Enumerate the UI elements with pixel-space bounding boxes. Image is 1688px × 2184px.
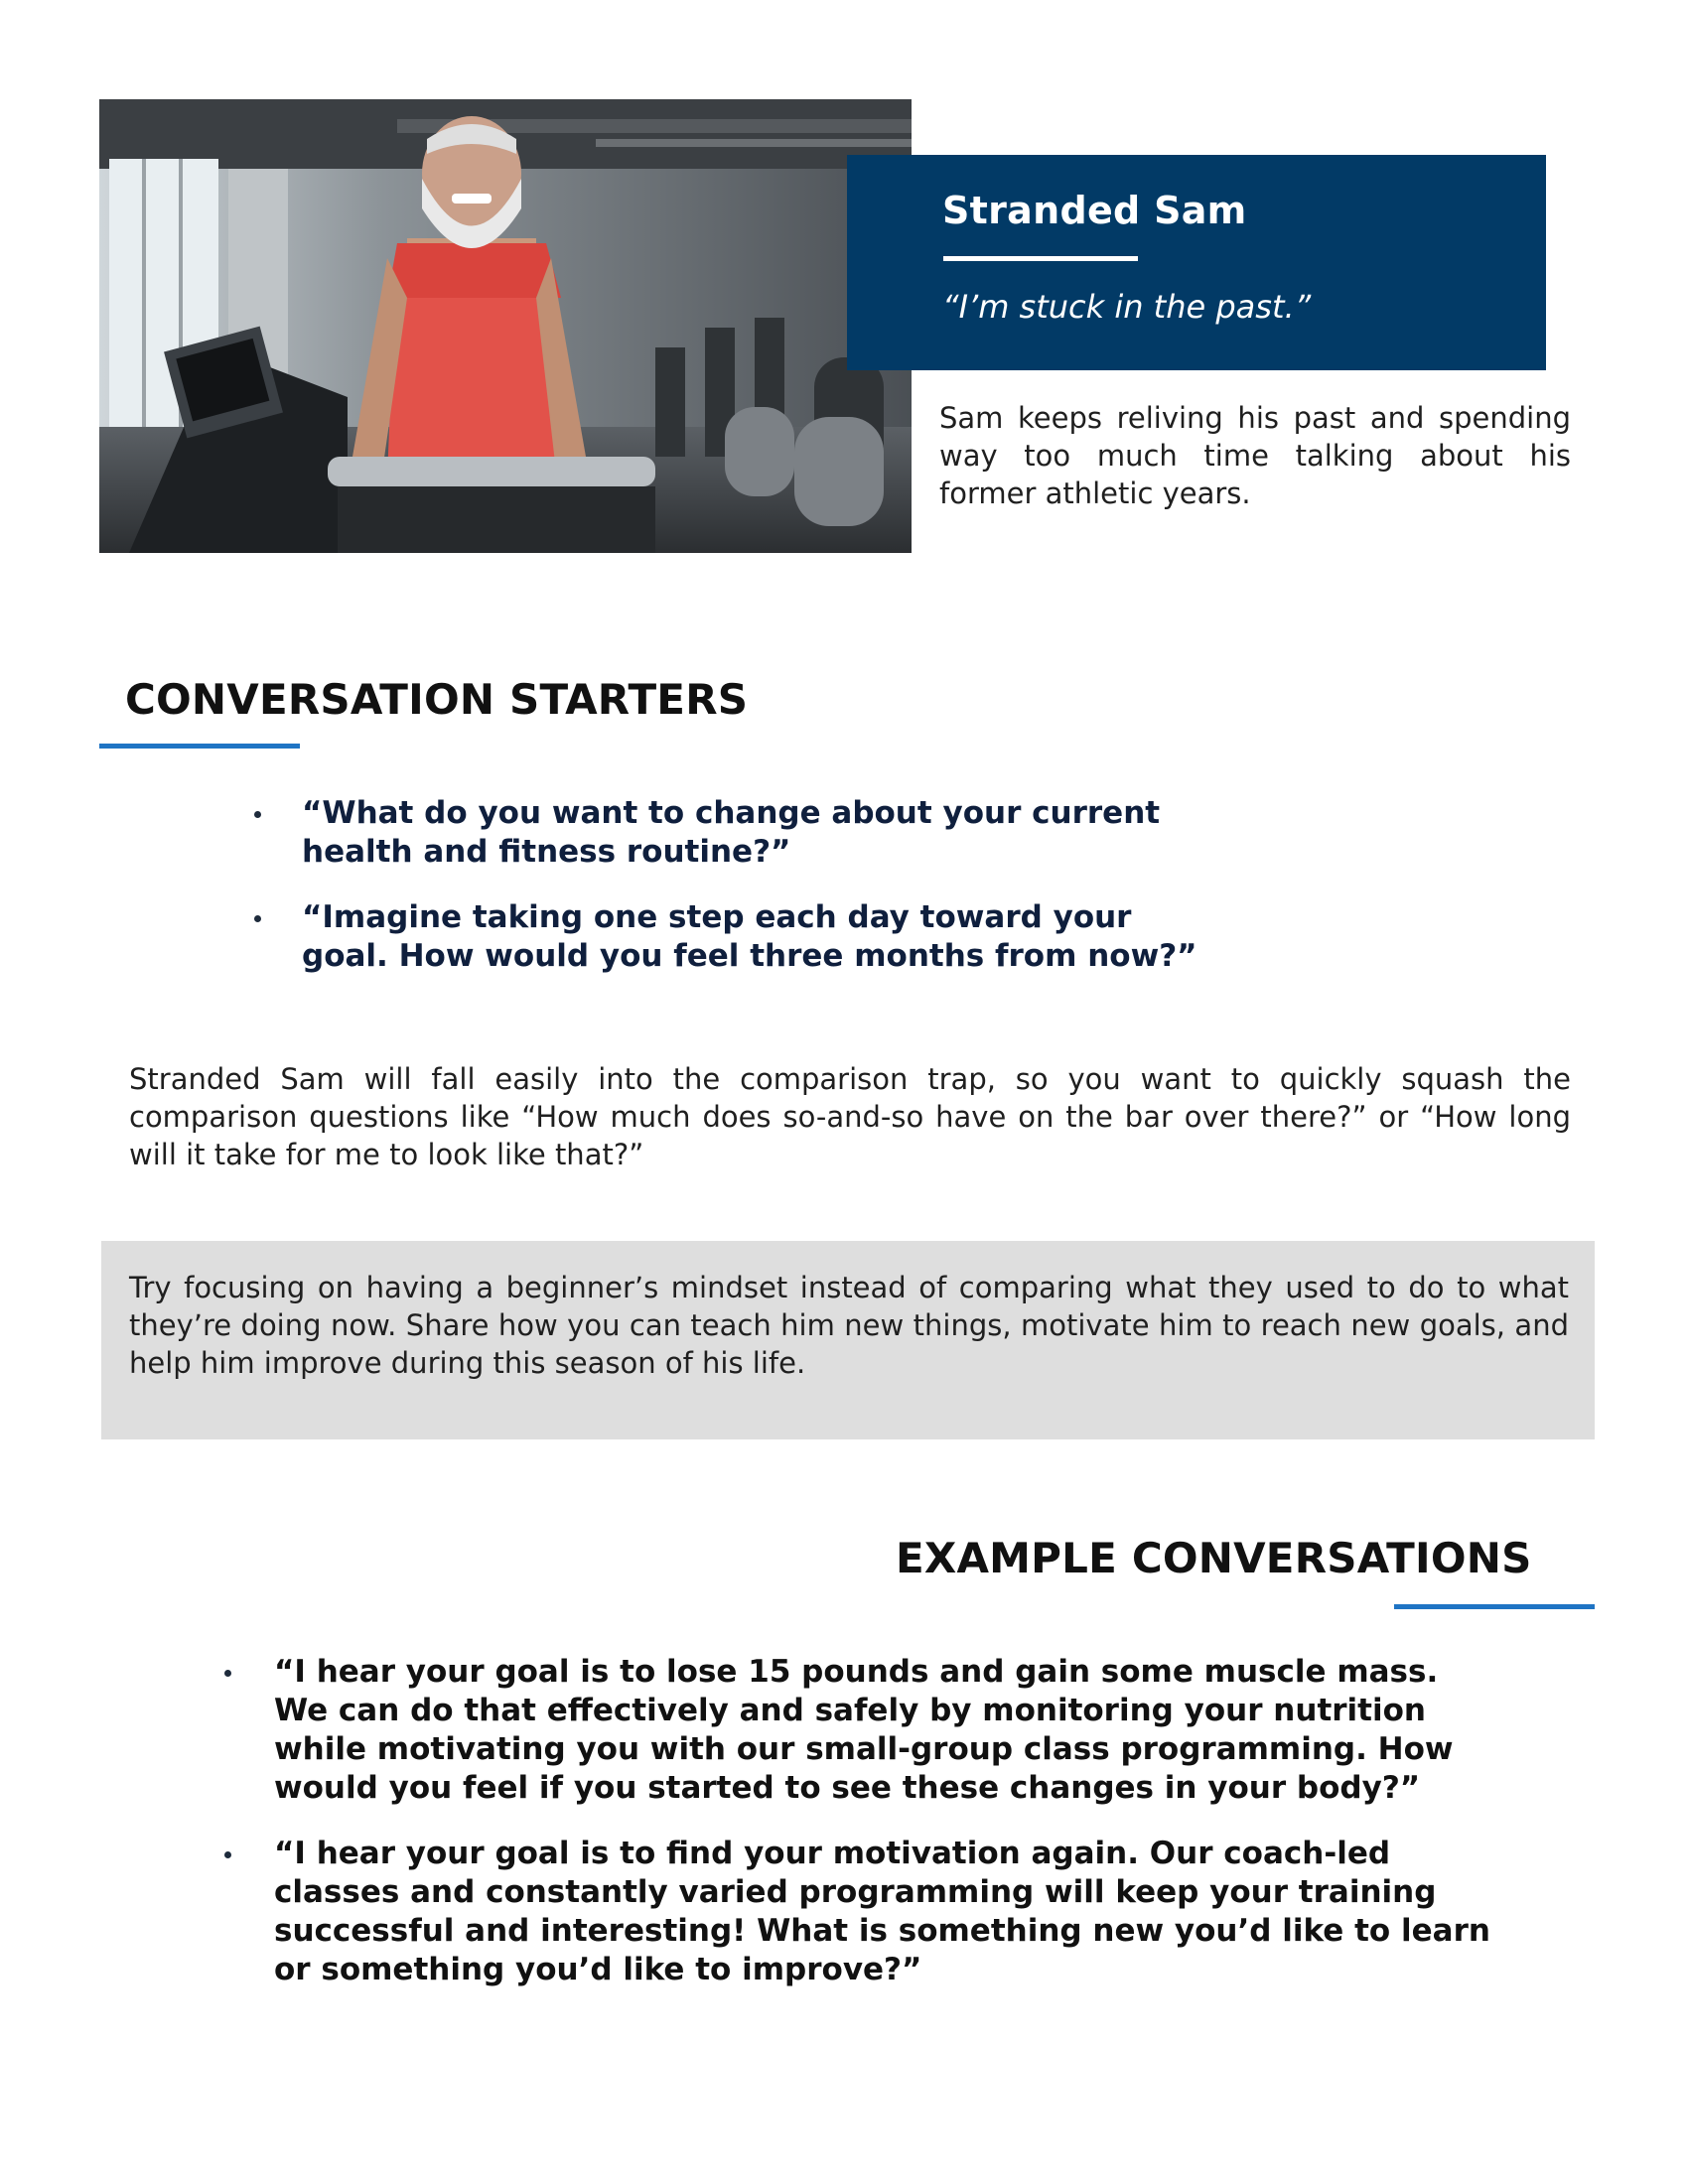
bullet-icon (254, 915, 261, 922)
bullet-icon (224, 1851, 231, 1858)
list-item-text: “What do you want to change about your current health and fitness routine?” (302, 795, 1161, 870)
gym-photo-illustration (99, 99, 912, 553)
list-item (274, 1653, 1495, 1808)
tip-box (101, 1241, 1595, 1439)
comparison-trap-paragraph: Stranded Sam will fall easily into the comparison trap, so you want to quickly squash the comparison questions like “How much does so-and-so have on the bar over there?” or “How long will it take for me to look like that?” (129, 1062, 1571, 1171)
profile-card (847, 155, 1546, 370)
tip-text: Try focusing on having a beginner’s mindset instead of comparing what they used to do to what they’re doing now. Share how you can teach him new things, motivate him to reach new goals, and help him improve during this season of his life. (129, 1271, 1569, 1380)
conversation-starters-list (302, 794, 1225, 976)
hero-photo (99, 99, 912, 553)
example-conversations-rule (1394, 1604, 1595, 1609)
list-item-text: “I hear your goal is to lose 15 pounds and gain some muscle mass. We can do that effectively and safely by monitoring your nutrition while motivating you with our small-group class programming. How would you feel if you started to see these changes in your body?” (274, 1654, 1454, 1806)
profile-divider (943, 256, 1138, 261)
list-item-text: “I hear your goal is to find your motivation again. Our coach-led classes and constantly varied programming will keep your training successful and interesting! What is something new you’d like to learn or something you’d like to improve?” (274, 1836, 1490, 1987)
example-conversations-heading: EXAMPLE CONVERSATIONS (896, 1534, 1532, 1582)
bullet-icon (254, 811, 261, 818)
list-item (274, 1835, 1495, 1989)
profile-name: Stranded Sam (942, 189, 1247, 232)
conversation-starters-rule (99, 744, 300, 749)
profile-quote: “I’m stuck in the past.” (942, 288, 1312, 326)
profile-description: Sam keeps reliving his past and spending way too much time talking about his former athletic years. (939, 401, 1571, 510)
list-item-text: “Imagine taking one step each day toward your goal. How would you feel three months from now?” (302, 899, 1197, 974)
list-item (302, 794, 1225, 872)
conversation-starters-heading: CONVERSATION STARTERS (125, 675, 749, 724)
example-conversations-list (274, 1653, 1495, 1989)
list-item (302, 898, 1225, 976)
bullet-icon (224, 1670, 231, 1677)
